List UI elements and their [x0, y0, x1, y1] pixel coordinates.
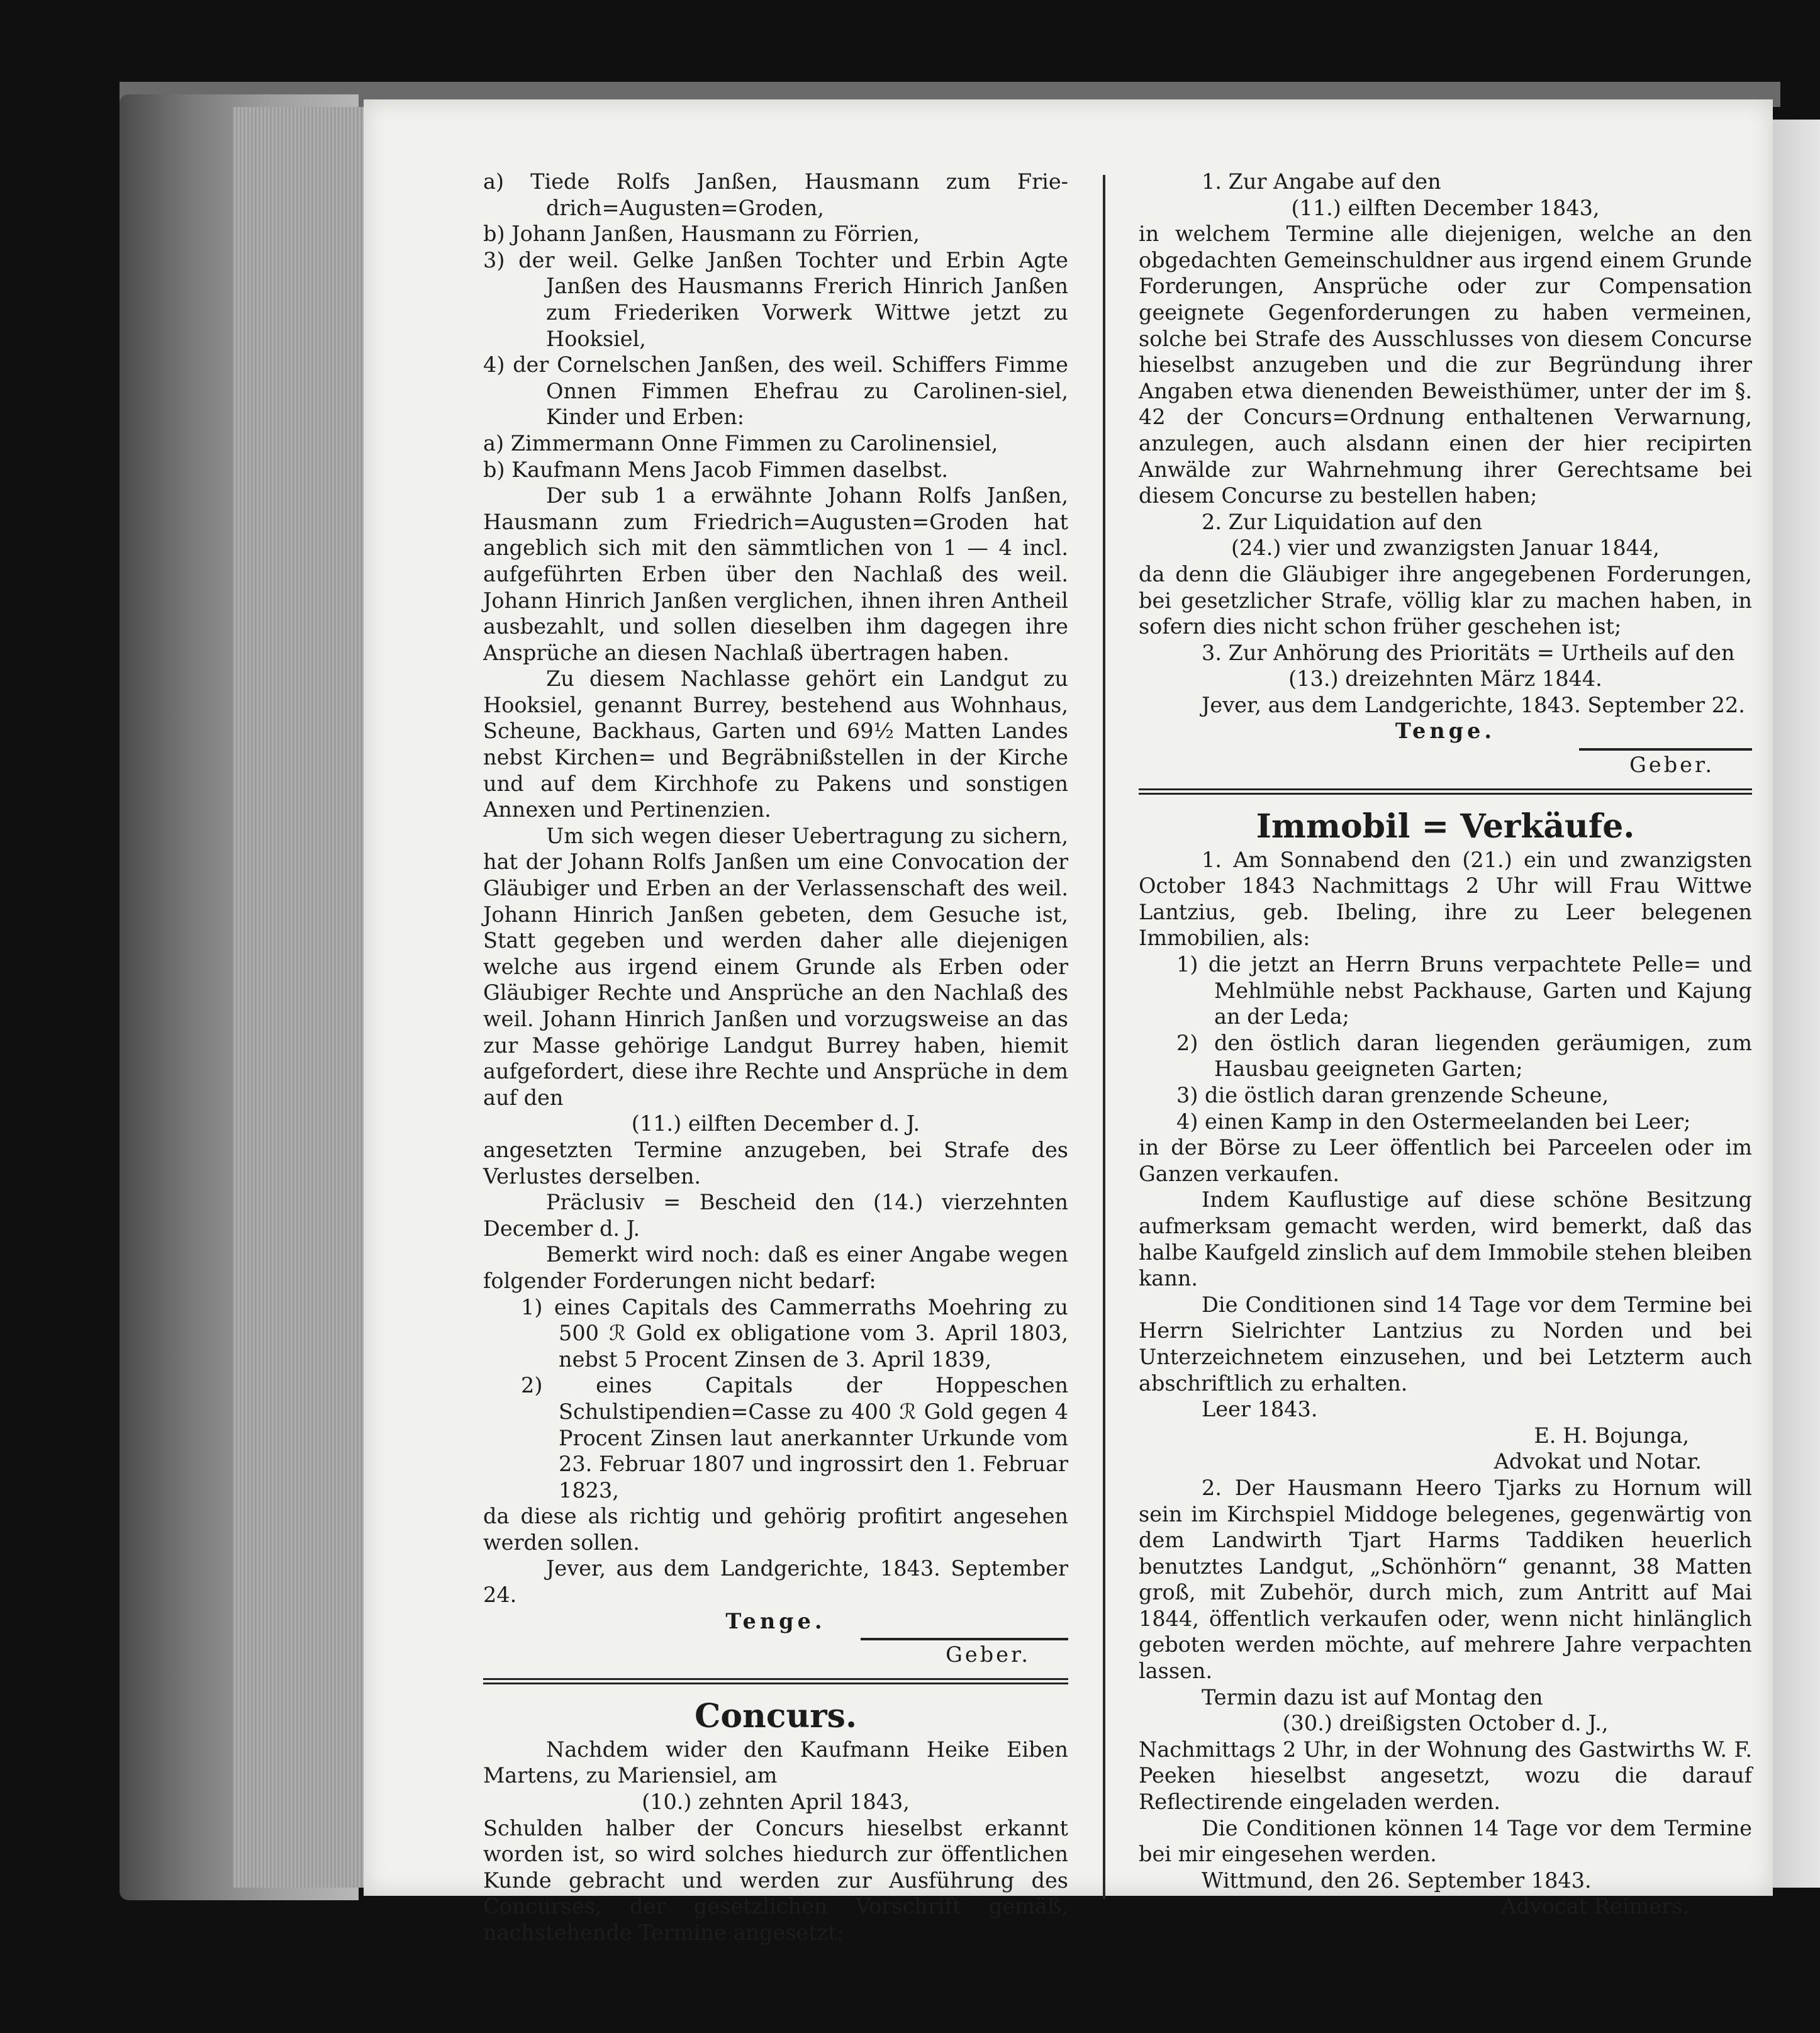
paragraph: Indem Kauflustige auf diese schöne Besitzung aufmerksam gemacht werden, wird bemerkt, daß das halbe Kaufgeld zinslich auf dem Immobile stehen bleiben kann.: [1139, 1187, 1752, 1291]
place-date: Jever, aus dem Landgerichte, 1843. September 22.: [1202, 692, 1745, 717]
list-item: a) Tiede Rolfs Janßen, Hausmann zum Frie-drich=Augusten=Groden,: [483, 169, 1068, 220]
paragraph: Bemerkt wird noch: daß es einer Angabe wegen folgender Forderungen nicht bedarf:: [483, 1242, 1068, 1293]
list-item: 1) eines Capitals des Cammerraths Moehring zu 500 ℛ Gold ex obligatione vom 3. April 1803, nebst 5 Procent Zinsen de 3. April 1839,: [521, 1294, 1068, 1372]
section-divider: [483, 1678, 1068, 1686]
paragraph: Die Conditionen können 14 Tage vor dem Termine bei mir eingesehen werden.: [1139, 1815, 1752, 1867]
list-item: b) Johann Janßen, Hausmann zu Förrien,: [483, 221, 920, 247]
place-date: Wittmund, den 26. September 1843.: [1202, 1868, 1592, 1893]
paragraph: 1. Am Sonnabend den (21.) ein und zwanzigsten October 1843 Nachmittags 2 Uhr will Frau Wittwe Lantzius, geb. Ibeling, ihre zu Leer belegenen Immobilien, als:: [1139, 847, 1752, 951]
geber-label: Geber.: [946, 1642, 1030, 1667]
immobil-heading: Immobil = Verkäufe.: [1256, 807, 1635, 846]
deadline-date: (13.) dreizehnten März 1844.: [1288, 666, 1602, 692]
list-item: 2) den östlich daran liegenden geräumigen, zum Hausbau geeigneten Garten;: [1176, 1030, 1752, 1082]
list-item: 3) der weil. Gelke Janßen Tochter und Erbin Agte Janßen des Hausmanns Frerich Hinrich Janßen zum Friederiken Vorwerk Wittwe jetzt zu Hooksiel,: [483, 247, 1068, 351]
paragraph: Schulden halber der Concurs hieselbst erkannt worden ist, so wird solches hiedurch zur öffentlichen Kunde gebracht und werden zur Ausführung des Concurses, der gesetzlichen Vorschrift gemäß, nachstehende Termine angesetzt:: [483, 1815, 1068, 1945]
list-item: 4) der Cornelschen Janßen, des weil. Schiffers Fimme Onnen Fimmen Ehefrau zu Carolinen-siel, Kinder und Erben:: [483, 352, 1068, 430]
paragraph: Präclusiv = Bescheid den (14.) vierzehnten December d. J.: [483, 1190, 1068, 1241]
left-column: [483, 169, 1068, 1946]
list-item: 4) einen Kamp in den Ostermeelanden bei Leer;: [1176, 1109, 1691, 1134]
list-item: 3) die östlich daran grenzende Scheune,: [1176, 1083, 1609, 1107]
deadline-date: (30.) dreißigsten October d. J.,: [1282, 1711, 1609, 1736]
signer-title: Advokat und Notar.: [1493, 1449, 1702, 1474]
geber-label: Geber.: [1629, 753, 1714, 778]
paragraph: Der sub 1 a erwähnte Johann Rolfs Janßen, Hausmann zum Friedrich=Augusten=Groden hat angeblich sich mit den sämmtlichen von 1 — 4 incl. aufgeführten Erben über den Nachlaß des weil. Johann Hinrich Janßen verglichen, ihnen ihren Antheil ausbezahlt, und sollen dieselben ihm dagegen ihre Ansprüche an diesen Nachlaß übertragen haben.: [483, 483, 1068, 665]
paragraph: Nachdem wider den Kaufmann Heike Eiben Martens, zu Mariensiel, am: [483, 1737, 1068, 1788]
paragraph: Nachmittags 2 Uhr, in der Wohnung des Gastwirths W. F. Peeken hieselbst angesetzt, wozu die darauf Reflectirende eingeladen werden.: [1139, 1737, 1752, 1815]
paragraph: in welchem Termine alle diejenigen, welche an den obgedachten Gemeinschuldner aus irgend einem Grunde Forderungen, Ansprüche oder zur Compensation geeignete Gegenforderungen zu haben vermeinen, solche bei Strafe des Ausschlusses von diesem Concurse hieselbst anzugeben und die zur Begründung ihrer Angaben etwa dienenden Beweisthümer, unter der im §. 42 der Concurs=Ordnung enthaltenen Verwarnung, anzulegen, auch alsdann einen der hier recipirten Anwälde zur Wahrnehmung ihrer Gerechtsame bei diesem Concurse zu bestellen haben;: [1139, 221, 1752, 508]
divider: [1579, 748, 1752, 751]
place-date: Jever, aus dem Landgerichte, 1843. September 24.: [483, 1556, 1068, 1608]
paragraph: da denn die Gläubiger ihre angegebenen Forderungen, bei gesetzlicher Strafe, völlig klar zu machen haben, in sofern dies nicht schon früher geschehen ist;: [1139, 561, 1752, 639]
right-column: [1139, 169, 1752, 1920]
paragraph: Zu diesem Nachlasse gehört ein Landgut zu Hooksiel, genannt Burrey, bestehend aus Wohnhaus, Scheune, Backhaus, Garten und 69½ Matten Landes nebst Kirchen= und Begräbnißstellen in der Kirche und auf dem Kirchhofe zu Pakens und sonstigen Annexen und Pertinenzien.: [483, 666, 1068, 822]
scanned-page: [364, 99, 1773, 1945]
deadline-date: (11.) eilften December 1843,: [1291, 195, 1600, 220]
list-item: b) Kaufmann Mens Jacob Fimmen daselbst.: [483, 457, 949, 482]
deadline-date: (11.) eilften December d. J.: [631, 1111, 920, 1136]
paragraph: da diese als richtig und gehörig profitirt angesehen werden sollen.: [483, 1504, 1068, 1555]
list-item: 2) eines Capitals der Hoppeschen Schulstipendien=Casse zu 400 ℛ Gold gegen 4 Procent Zinsen laut anerkannter Urkunde vom 23. Februar 1807 und ingrossirt den 1. Februar 1823,: [521, 1373, 1068, 1503]
signer: Tenge.: [725, 1608, 826, 1633]
next-page-edge: [1773, 120, 1820, 1888]
column-divider: [1103, 175, 1105, 1899]
place: Leer 1843.: [1202, 1397, 1318, 1422]
deadline-date: (10.) zehnten April 1843,: [642, 1789, 910, 1815]
signer: Tenge.: [1395, 719, 1496, 744]
term-heading: 3. Zur Anhörung des Prioritäts = Urtheils auf den: [1202, 640, 1735, 665]
paragraph: angesetzten Termine anzugeben, bei Strafe des Verlustes derselben.: [483, 1137, 1068, 1189]
divider: [861, 1638, 1068, 1640]
paragraph: Um sich wegen dieser Uebertragung zu sichern, hat der Johann Rolfs Janßen um eine Convocation der Gläubiger und Erben an der Verlassenschaft des weil. Johann Hinrich Janßen gebeten, dem Gesuche ist, Statt gegeben und werden daher alle diejenigen welche aus irgend einem Grunde als Erben oder Gläubiger Rechte und Ansprüche an den Nachlaß des weil. Johann Hinrich Janßen und vorzugsweise an das zur Masse gehörige Landgut Burrey haben, hiemit aufgefordert, diese ihre Rechte und Ansprüche in dem auf den: [483, 823, 1068, 1110]
page-edges: [233, 107, 365, 1888]
concurs-heading: Concurs.: [694, 1696, 857, 1735]
paragraph: 2. Der Hausmann Heero Tjarks zu Hornum will sein im Kirchspiel Middoge belegenes, gegenwärtig von dem Landwirth Tjart Harms Taddiken heuerlich benutztes Landgut, „Schönhörn“ genannt, 38 Matten groß, mit Zubehör, durch mich, zum Antritt auf Mai 1844, öffentlich verkaufen oder, wenn nicht hinlänglich geboten werden möchte, auf mehrere Jahre verpachten lassen.: [1139, 1475, 1752, 1684]
term-heading: 1. Zur Angabe auf den: [1202, 169, 1441, 194]
deadline-date: (24.) vier und zwanzigsten Januar 1844,: [1231, 535, 1660, 561]
section-divider: [1139, 788, 1752, 797]
signer: E. H. Bojunga,: [1534, 1423, 1689, 1448]
paragraph: in der Börse zu Leer öffentlich bei Parceelen oder im Ganzen verkaufen.: [1139, 1135, 1752, 1186]
term-heading: 2. Zur Liquidation auf den: [1202, 509, 1483, 534]
signer: Advocat Reimers.: [1501, 1894, 1689, 1919]
paragraph: Termin dazu ist auf Montag den: [1202, 1684, 1543, 1710]
list-item: 1) die jetzt an Herrn Bruns verpachtete Pelle= und Mehlmühle nebst Packhause, Garten und Kajung an der Leda;: [1176, 952, 1752, 1029]
paragraph: Die Conditionen sind 14 Tage vor dem Termine bei Herrn Sielrichter Lantzius zu Norden und bei Unterzeichnetem einzusehen, und bei Letzterm auch abschriftlich zu erhalten.: [1139, 1292, 1752, 1396]
list-item: a) Zimmermann Onne Fimmen zu Carolinensiel,: [483, 430, 998, 456]
